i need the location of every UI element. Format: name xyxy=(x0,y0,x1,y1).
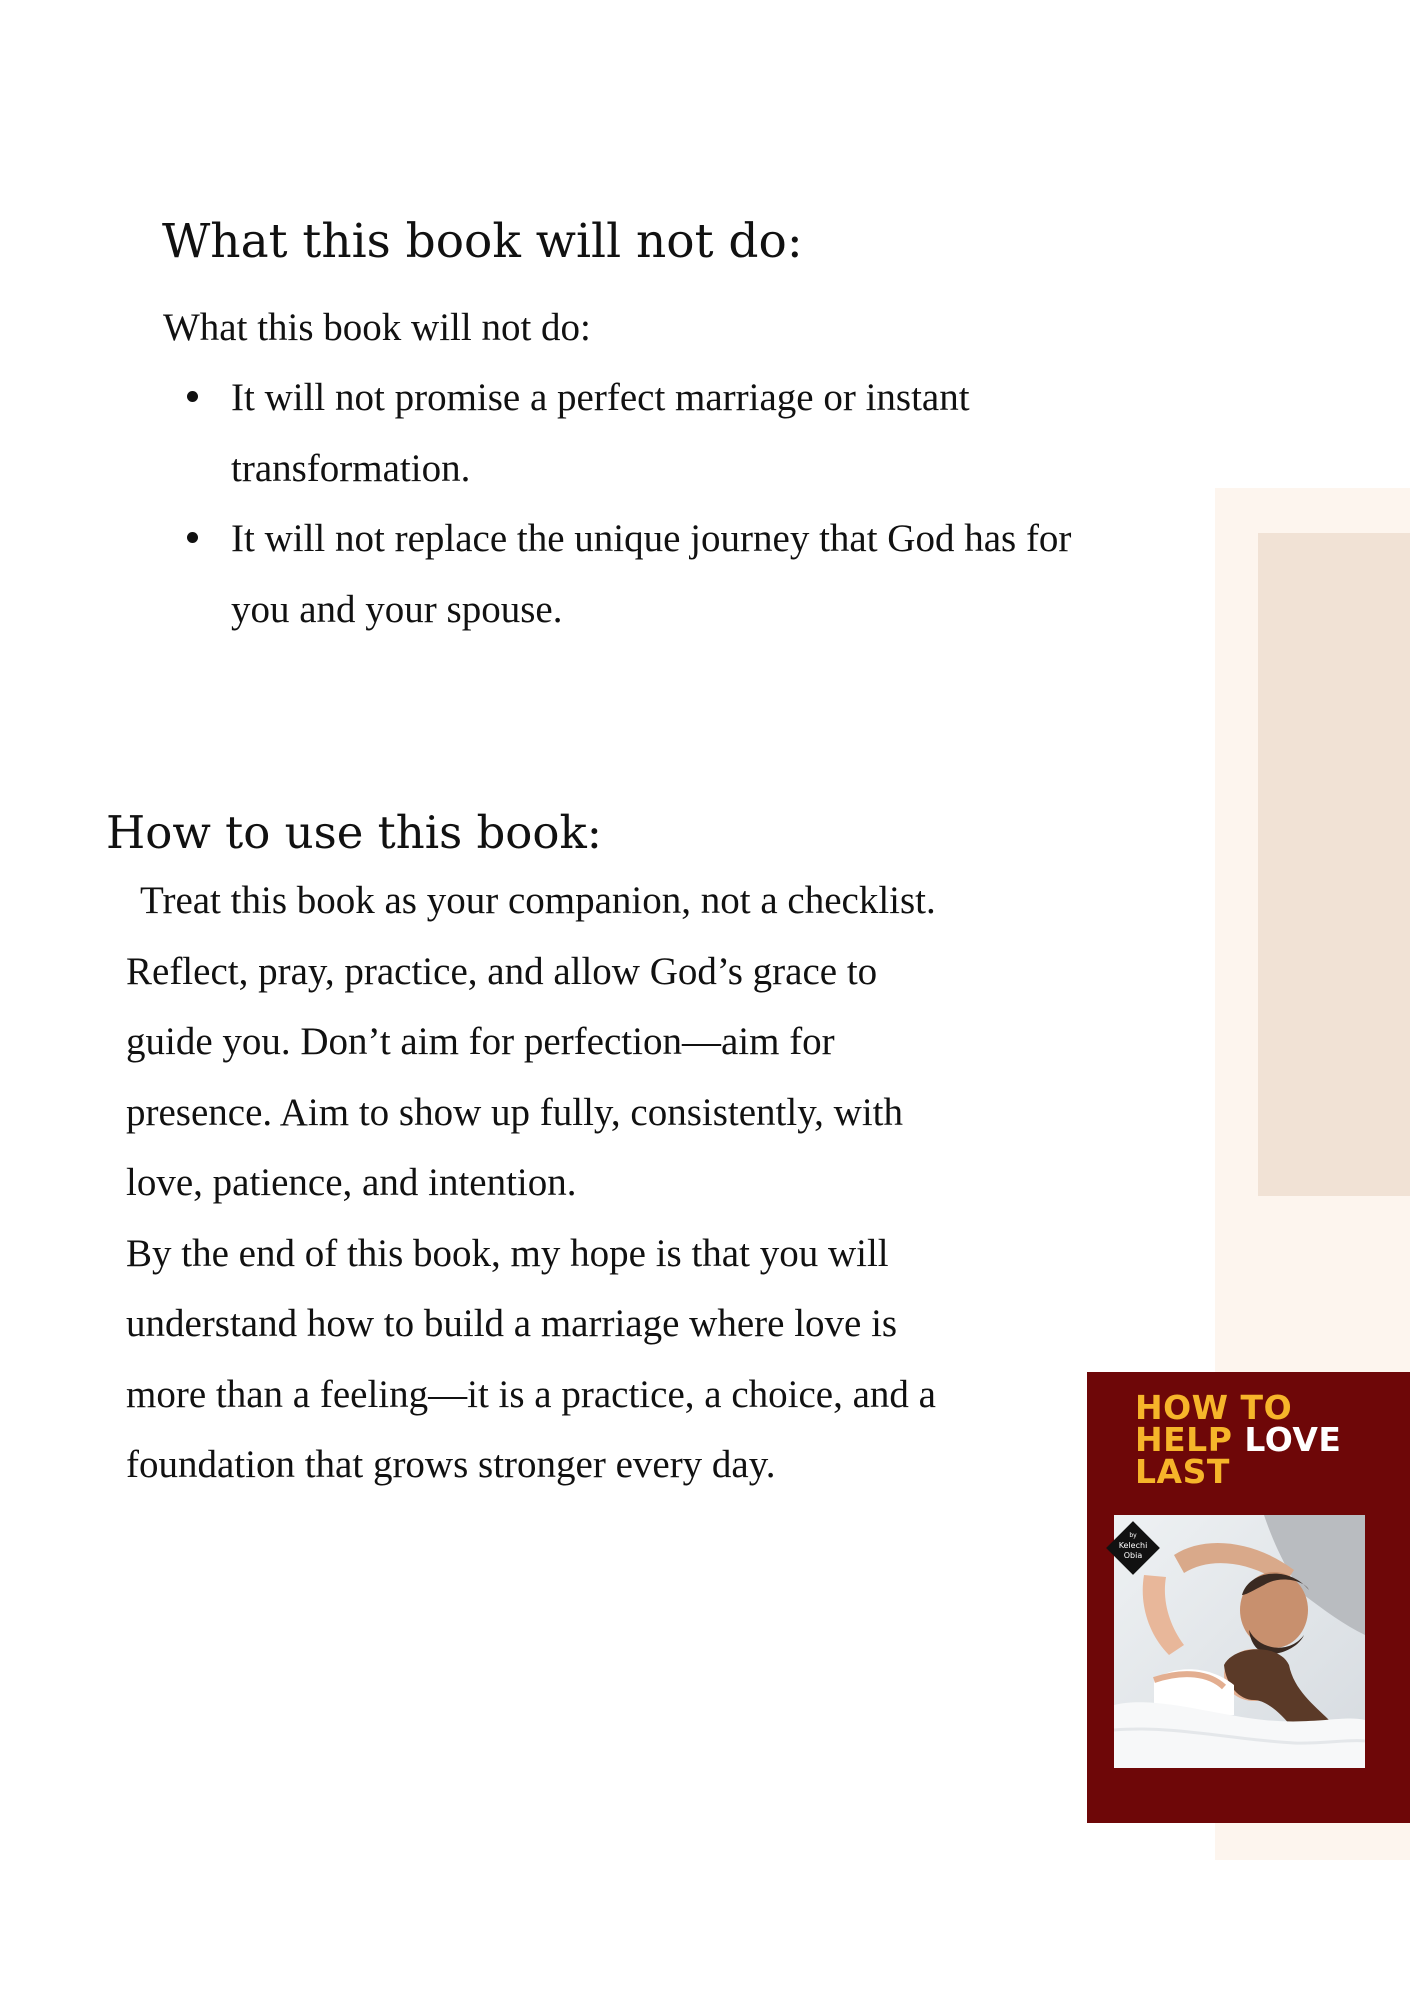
list-item xyxy=(163,504,1223,645)
cover-title-word: HELP xyxy=(1135,1420,1233,1459)
paragraph-line: foundation that grows stronger every day. xyxy=(126,1443,776,1486)
book-cover-image xyxy=(1087,1372,1410,1823)
cover-title-line: HOW TO xyxy=(1135,1388,1293,1427)
list-item-line: transformation. xyxy=(231,446,471,490)
not-do-list xyxy=(163,363,1223,645)
paragraph-line: presence. Aim to show up fully, consistently, with xyxy=(126,1090,904,1134)
paragraph-line: love, patience, and intention. xyxy=(126,1161,577,1204)
paragraph-line: more than a feeling—it is a practice, a choice, and a xyxy=(126,1372,936,1416)
cover-title-word: LOVE xyxy=(1244,1420,1342,1459)
cover-title-line: LAST xyxy=(1135,1452,1230,1491)
cover-title xyxy=(1135,1388,1342,1491)
section-heading-how-to-use: How to use this book: xyxy=(106,806,602,859)
author-by: by xyxy=(1129,1532,1137,1539)
author-badge xyxy=(1103,1518,1163,1578)
list-item-line: It will not replace the unique journey that God has for xyxy=(231,517,1072,560)
paragraph-line: Treat this book as your companion, not a checklist. xyxy=(140,879,936,922)
list-item-line: It will not promise a perfect marriage or instant xyxy=(231,376,970,419)
paragraph-line: By the end of this book, my hope is that you will xyxy=(126,1231,889,1275)
author-first-name: Kelechi xyxy=(1118,1541,1148,1550)
bullet-icon xyxy=(187,532,198,543)
author-last-name: Obia xyxy=(1123,1551,1143,1560)
paragraph-line: guide you. Don’t aim for perfection—aim for xyxy=(126,1020,835,1063)
list-item-line: you and your spouse. xyxy=(231,587,563,631)
how-to-use-paragraph xyxy=(126,866,1086,1501)
bullet-icon xyxy=(187,391,198,402)
paragraph-line: Reflect, pray, practice, and allow God’s grace to xyxy=(126,949,878,993)
paragraph-line: understand how to build a marriage where love is xyxy=(126,1302,898,1345)
section-heading-not-do: What this book will not do: xyxy=(162,214,803,269)
decorative-side-panel xyxy=(1258,533,1410,1196)
list-item xyxy=(163,363,1223,504)
section-lead-text: What this book will not do: xyxy=(163,306,591,349)
